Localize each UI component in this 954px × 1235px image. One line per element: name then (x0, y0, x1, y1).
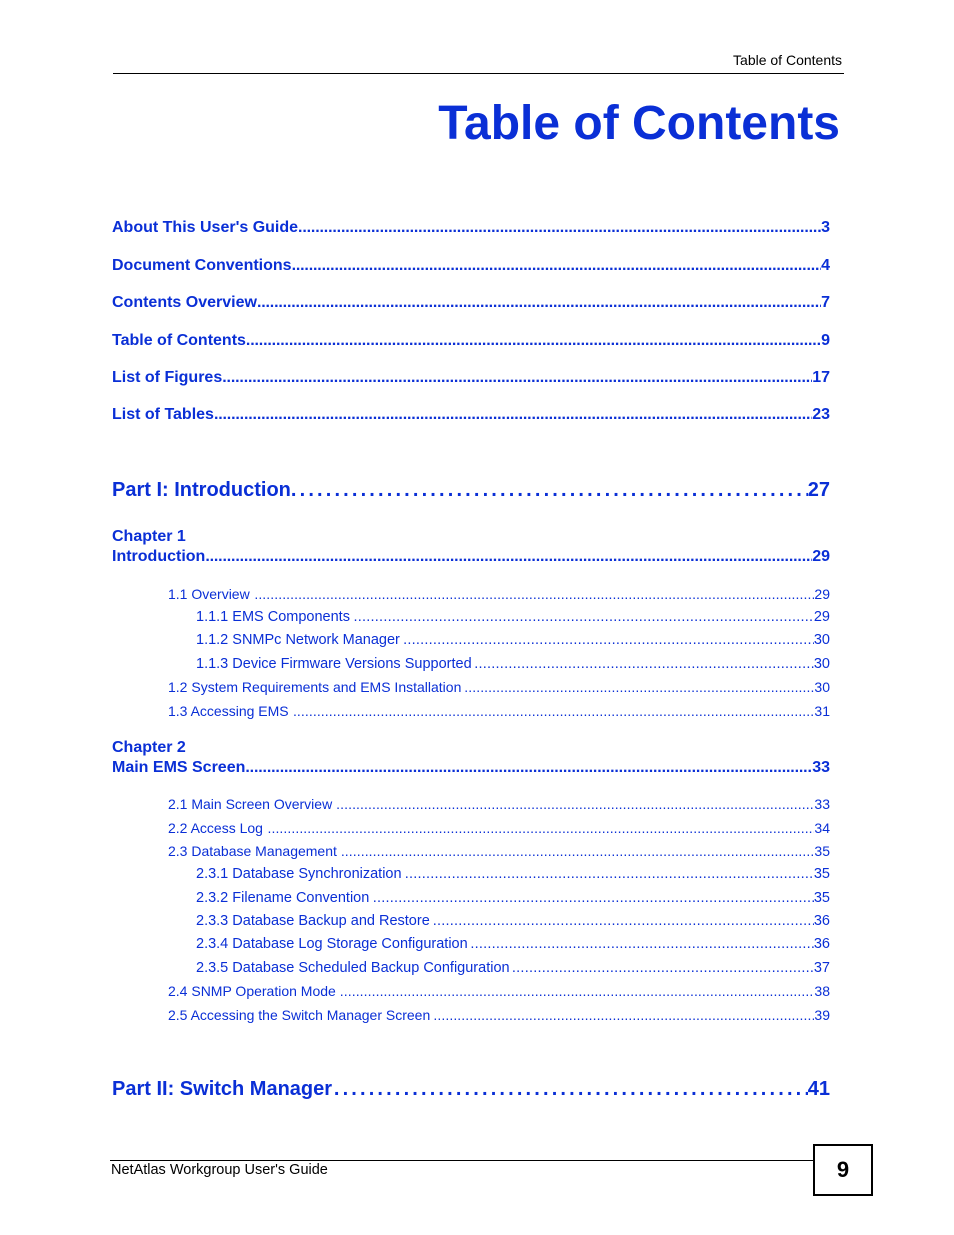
toc-entry-2-1[interactable] (168, 796, 830, 812)
dot-leader (405, 866, 814, 882)
toc-entry-2-3-5[interactable] (196, 960, 830, 976)
toc-entry-chapter-2[interactable] (112, 759, 830, 777)
toc-entry-1-1-1[interactable] (196, 609, 830, 625)
toc-entry-label: 1.2 System Requirements and EMS Installation (168, 679, 462, 695)
toc-entry-table-of-contents[interactable] (112, 332, 830, 350)
dot-leader (214, 406, 812, 424)
dot-leader (373, 890, 814, 906)
toc-entry-1-2[interactable] (168, 679, 830, 695)
dot-leader (292, 257, 822, 275)
toc-entry-label: 1.1.1 EMS Components (196, 609, 350, 625)
dot-leader (293, 703, 814, 719)
dot-leader (341, 843, 815, 859)
toc-entry-label: Contents Overview (112, 294, 257, 311)
toc-page-number: 4 (821, 257, 830, 274)
toc-entry-document-conventions[interactable] (112, 257, 830, 275)
dot-leader (222, 369, 812, 387)
page-number-box (813, 1144, 873, 1196)
toc-page-number: 29 (812, 548, 830, 565)
toc-entry-1-1-2[interactable] (196, 632, 830, 648)
toc-entry-label: 2.3.3 Database Backup and Restore (196, 913, 430, 929)
page-number: 9 (836, 1157, 850, 1182)
dot-leader (291, 479, 808, 502)
toc-entry-contents-overview[interactable] (112, 294, 830, 312)
toc-page-number: 29 (813, 609, 830, 625)
dot-leader (246, 332, 821, 350)
toc-page-number: 30 (814, 679, 830, 695)
dot-leader (298, 219, 821, 237)
toc-entry-label: 1.1.3 Device Firmware Versions Supported (196, 656, 472, 672)
toc-entry-list-of-tables[interactable] (112, 406, 830, 424)
toc-entry-label: 2.2 Access Log (168, 820, 263, 836)
toc-entry-label: 2.1 Main Screen Overview (168, 796, 333, 812)
toc-page-number: 39 (814, 1007, 830, 1023)
toc-entry-label: 2.3.2 Filename Convention (196, 890, 370, 906)
toc-page-number: 33 (814, 796, 830, 812)
dot-leader (474, 656, 814, 672)
toc-part-label: Part II: Switch Manager (112, 1078, 333, 1100)
toc-page-number: 30 (813, 632, 830, 648)
toc-entry-label: 2.3 Database Management (168, 843, 337, 859)
dot-leader (205, 548, 812, 566)
toc-entry-part-1[interactable] (112, 479, 830, 502)
dot-leader (403, 632, 814, 648)
toc-entry-label: 2.3.4 Database Log Storage Configuration (196, 936, 468, 952)
toc-entry-2-3[interactable] (168, 843, 830, 859)
chapter-2-number: Chapter 2 (112, 739, 186, 756)
toc-entry-part-2[interactable] (112, 1078, 830, 1101)
toc-page-number: 35 (813, 890, 830, 906)
toc-entry-1-3[interactable] (168, 703, 830, 719)
toc-page-number: 31 (814, 703, 830, 719)
toc-chapter-title: Introduction (112, 548, 206, 565)
dot-leader (464, 679, 814, 695)
dot-leader (354, 609, 814, 625)
toc-page-number: 30 (813, 656, 830, 672)
toc-page-number: 7 (821, 294, 830, 311)
dot-leader (470, 936, 814, 952)
dot-leader (512, 960, 814, 976)
dot-leader (433, 913, 814, 929)
toc-entry-2-3-4[interactable] (196, 936, 830, 952)
header-rule (113, 73, 844, 74)
toc-page-number: 36 (813, 913, 830, 929)
toc-chapter-title: Main EMS Screen (112, 759, 246, 776)
toc-entry-1-1-3[interactable] (196, 656, 830, 672)
toc-page-number: 9 (821, 332, 830, 349)
dot-leader (257, 294, 821, 312)
footer-rule (110, 1160, 813, 1161)
toc-page-number: 27 (807, 479, 830, 501)
dot-leader (267, 820, 814, 836)
dot-leader (334, 1078, 808, 1101)
toc-entry-label: About This User's Guide (112, 219, 299, 236)
toc-entry-label: 2.3.5 Database Scheduled Backup Configuration (196, 960, 510, 976)
chapter-1-number: Chapter 1 (112, 528, 186, 545)
toc-entry-label: Table of Contents (112, 332, 246, 349)
toc-page-number: 3 (821, 219, 830, 236)
toc-page-number: 36 (813, 936, 830, 952)
toc-entry-2-3-2[interactable] (196, 890, 830, 906)
toc-entry-1-1[interactable] (168, 586, 830, 602)
toc-page-number: 37 (813, 960, 830, 976)
dot-leader (245, 759, 812, 777)
toc-entry-label: 2.5 Accessing the Switch Manager Screen (168, 1007, 431, 1023)
toc-part-label: Part I: Introduction (112, 479, 291, 501)
running-header-title: Table of Contents (733, 52, 842, 68)
toc-entry-label: 2.4 SNMP Operation Mode (168, 983, 336, 999)
toc-entry-label: Document Conventions (112, 257, 292, 274)
dot-leader (340, 983, 815, 999)
toc-entry-2-3-3[interactable] (196, 913, 830, 929)
toc-entry-2-5[interactable] (168, 1007, 830, 1023)
toc-page-number: 41 (807, 1078, 830, 1100)
toc-page-number: 17 (812, 369, 830, 386)
toc-entry-label: 1.1 Overview (168, 586, 250, 602)
toc-entry-label: 1.1.2 SNMPc Network Manager (196, 632, 400, 648)
dot-leader (433, 1007, 814, 1023)
footer-guide-name: NetAtlas Workgroup User's Guide (111, 1162, 328, 1178)
toc-entry-2-2[interactable] (168, 820, 830, 836)
toc-page-number: 35 (813, 866, 830, 882)
toc-page-number: 38 (814, 983, 830, 999)
toc-entry-list-of-figures[interactable] (112, 369, 830, 387)
toc-page-number: 33 (812, 759, 830, 776)
page-title: Table of Contents (438, 97, 840, 150)
toc-entry-2-3-1[interactable] (196, 866, 830, 882)
toc-page-number: 29 (814, 586, 830, 602)
toc-entry-label: List of Figures (112, 369, 223, 386)
toc-entry-label: 2.3.1 Database Synchronization (196, 866, 402, 882)
dot-leader (254, 586, 814, 602)
toc-entry-chapter-1[interactable] (112, 548, 830, 566)
toc-entry-2-4[interactable] (168, 983, 830, 999)
toc-page-number: 35 (814, 843, 830, 859)
toc-page-number: 34 (814, 820, 830, 836)
toc-page-number: 23 (812, 406, 830, 423)
toc-entry-label: List of Tables (112, 406, 214, 423)
dot-leader (336, 796, 814, 812)
toc-entry-label: 1.3 Accessing EMS (168, 703, 289, 719)
toc-entry-about-guide[interactable] (112, 219, 830, 237)
